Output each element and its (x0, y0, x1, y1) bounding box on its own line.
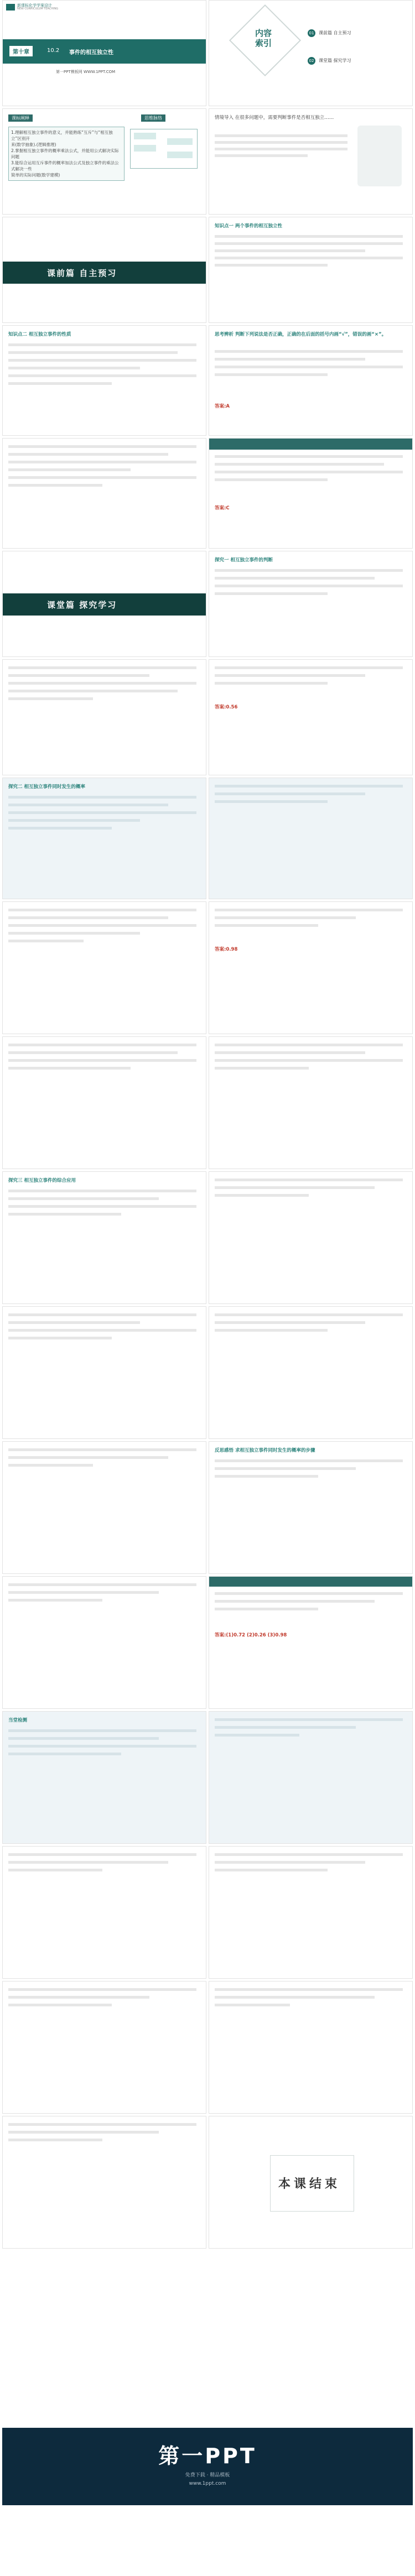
intro-slide (209, 108, 413, 215)
cover-slide (2, 0, 206, 106)
content-slide-o (209, 1576, 413, 1709)
cover-url: 第一PPT模板网 WWW.1PPT.COM (56, 70, 116, 74)
goal-line: 2.掌握相互独立事件的概率乘法公式，并能用公式解决实际问题 (11, 148, 119, 159)
explore3-title: 探究三 相互独立事件的综合应用 (8, 1178, 76, 1183)
content-slide-k (2, 1306, 206, 1439)
explore1-title: 探究一 相互独立事件的判断 (215, 557, 273, 563)
section-pre-slide (2, 217, 206, 323)
content-slide-j (209, 1171, 413, 1304)
explore1-slide (209, 551, 413, 657)
content-slide-q (2, 1846, 206, 1979)
content-slide-a (2, 438, 206, 549)
footer-tagline: 免费下载 · 精品模板 (185, 2473, 230, 2478)
intro-text: 情境导入 在很多问题中，需要判断事件是否相互独立…… (215, 115, 334, 121)
publisher-name: 新课标化学学案设计 (17, 3, 52, 8)
section-title: 课前篇 自主预习 (47, 268, 117, 278)
goal-line: 来(数学抽象).(逻辑推理) (11, 142, 56, 147)
content-slide-b (209, 438, 413, 549)
content-slide-i (209, 1036, 413, 1169)
content-slide-f (2, 901, 206, 1034)
summary-title: 反思感悟 求相互独立事件同时发生的概率的步骤 (215, 1448, 315, 1453)
index-item-2[interactable]: 课堂篇 探究学习 (319, 58, 351, 63)
practice-slide (2, 1711, 206, 1844)
knowledge1-lines (215, 235, 403, 267)
summary-slide (209, 1441, 413, 1574)
knowledge1-title: 知识点一 两个事件的相互独立性 (215, 223, 282, 229)
answer-5: 答案:(1)0.72 (2)0.26 (3)0.98 (215, 1633, 287, 1638)
index-num-1: 01 (308, 29, 315, 37)
thinking-slide (209, 325, 413, 436)
answer-1: 答案:A (215, 404, 230, 409)
goals-head: 课标阐释 (8, 114, 33, 122)
goals-box (8, 127, 124, 181)
content-slide-n (2, 1576, 206, 1709)
section-title: 课堂篇 探究学习 (47, 600, 117, 610)
content-slide-r (209, 1846, 413, 1979)
mind-map (130, 129, 198, 169)
end-slide (209, 2116, 413, 2249)
knowledge1-slide (209, 217, 413, 323)
section-banner (3, 593, 206, 616)
content-slide-s (2, 1981, 206, 2114)
index-num-2: 02 (308, 57, 315, 65)
map-head: 思维脉络 (141, 114, 165, 122)
section-banner (3, 262, 206, 284)
cover-banner (3, 39, 206, 64)
content-slide-g (209, 901, 413, 1034)
answer-2: 答案:C (215, 505, 230, 511)
section-class-slide (2, 551, 206, 657)
goal-line: 3.能综合运用互斥事件的概率加法公式及独立事件的乘法公式解决一些 (11, 160, 119, 171)
answer-4: 答案:0.98 (215, 947, 238, 952)
index-title: 内容索引 (255, 28, 272, 48)
publisher-logo-icon (6, 4, 15, 11)
index-slide (209, 0, 413, 106)
lesson-number: 10.2 (47, 48, 60, 54)
footer-brand: 第一PPT (158, 2444, 257, 2468)
content-slide-h (2, 1036, 206, 1169)
content-slide-l (209, 1306, 413, 1439)
explore3-slide (2, 1171, 206, 1304)
publisher-sub: NEW CURRICULUM TEACHING (17, 7, 59, 11)
content-slide-u (2, 2116, 206, 2249)
thinking-title: 思考辨析 判断下列说法是否正确，正确的在后面的括号内画“√”，错误的画“×”。 (215, 332, 387, 337)
content-slide-d (209, 659, 413, 775)
illustration-image (357, 126, 402, 186)
content-slide-c (2, 659, 206, 775)
goal-line: 简单的实际问题(数学建模) (11, 173, 60, 178)
content-slide-t (209, 1981, 413, 2114)
goal-line: 1.理解相互独立事件的意义，并能熟练“互斥”与“相互独立”区别开 (11, 130, 113, 141)
footer-url[interactable]: www.1ppt.com (189, 2481, 226, 2486)
goals-slide (2, 108, 206, 215)
lesson-title: 事件的相互独立性 (69, 50, 113, 56)
end-title: 本课结束 (278, 2177, 341, 2191)
content-slide-e (209, 778, 413, 899)
knowledge2-title: 知识点二 相互独立事件的性质 (8, 332, 71, 337)
footer (2, 2428, 413, 2505)
content-slide-m (2, 1441, 206, 1574)
content-slide-p (209, 1711, 413, 1844)
explore2-slide (2, 778, 206, 899)
index-item-1[interactable]: 课前篇 自主预习 (319, 30, 351, 35)
chapter-label: 第十章 (9, 46, 33, 56)
practice-title: 当堂检测 (8, 1718, 28, 1723)
answer-3: 答案:0.56 (215, 705, 238, 710)
intro-lines (215, 134, 347, 168)
explore2-title: 探究二 相互独立事件同时发生的概率 (8, 784, 85, 790)
knowledge2-slide (2, 325, 206, 436)
